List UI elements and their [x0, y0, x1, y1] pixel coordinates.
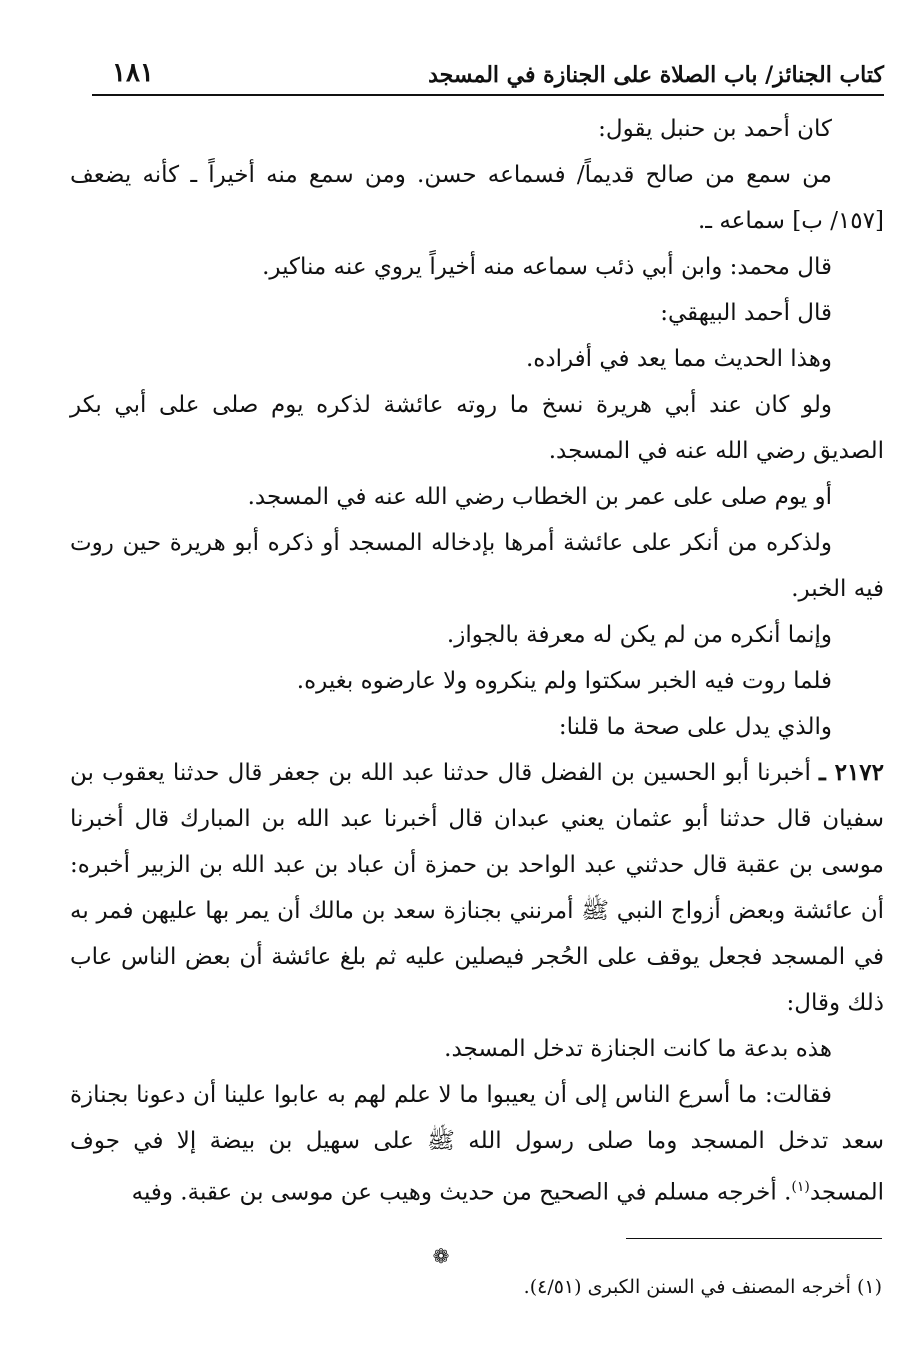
paragraph: والذي يدل على صحة ما قلنا:: [558, 714, 832, 740]
paragraph: فلما روت فيه الخبر سكتوا ولم ينكروه ولا عارضوه بغيره.: [296, 668, 832, 694]
page-header: [92, 38, 884, 96]
paragraph: ولو كان عند أبي هريرة نسخ ما روته عائشة لذكره يوم صلى على أبي بكر الصديق رضي الله عنه في المسجد.: [70, 392, 884, 464]
paragraph: كان أحمد بن حنبل يقول:: [598, 116, 832, 142]
footnote-marker: (١): [791, 1179, 810, 1195]
hadith-number: ٢١٧٢ ـ: [819, 759, 885, 786]
hadith-paragraph: [70, 750, 884, 1026]
hadith-text: أخبرنا أبو الحسين بن الفضل قال حدثنا عبد الله بن جعفر قال حدثنا يعقوب بن سفيان قال حدثنا أبو عثمان يعني عبدان قال أخبرنا عبد الله بن المبارك قال أخبرنا موسى بن عقبة قال حدثني عبد الواحد بن حمزة أن عباد بن عبد الله بن الزبير أخبره: أن عائشة وبعض أزواج النبي ﷺ أمرنني بجنازة سعد بن مالك أن يمر بها عليهن فمر به في المسجد فجعل يوقف على الحُجر فيصلين عليه ثم بلغ عائشة أن بعض الناس عاب ذلك وقال:: [70, 760, 884, 1016]
paragraph: قال محمد: وابن أبي ذئب سماعه منه أخيراً يروي عنه مناكير.: [262, 254, 832, 280]
paragraph-text: . أخرجه مسلم في الصحيح من حديث وهيب عن موسى بن عقبة. وفيه: [131, 1179, 792, 1206]
footnote: (١) أخرجه المصنف في السنن الكبرى (٤/٥١).: [523, 1276, 882, 1298]
running-title: كتاب الجنائز/ باب الصلاة على الجنازة في المسجد: [428, 62, 884, 88]
footnote-separator: [626, 1238, 882, 1239]
paragraph-text: من سمع من صالح قديماً/ فسماعه حسن. ومن سمع منه أخيراً ـ كأنه يضعف: [70, 162, 832, 188]
paragraph: ولذكره من أنكر على عائشة أمرها بإدخاله المسجد أو ذكره أبو هريرة حين روت فيه الخبر.: [70, 530, 884, 602]
paragraph: وهذا الحديث مما يعد في أفراده.: [526, 346, 832, 372]
paragraph: [70, 1072, 884, 1216]
paragraph: قال أحمد البيهقي:: [660, 300, 832, 326]
main-text: [70, 106, 884, 1216]
paragraph: هذه بدعة ما كانت الجنازة تدخل المسجد.: [444, 1036, 832, 1062]
paragraph: [70, 152, 884, 244]
paragraph: وإنما أنكره من لم يكن له معرفة بالجواز.: [446, 622, 832, 648]
page-number: ١٨١: [112, 58, 154, 88]
manuscript-folio-ref: [١٥٧/ ب]: [792, 208, 884, 234]
paragraph-text: سماعه ـ.: [697, 208, 785, 234]
paragraph: أو يوم صلى على عمر بن الخطاب رضي الله عنه في المسجد.: [247, 484, 832, 510]
paragraph-text: فقالت: ما أسرع الناس إلى أن يعيبوا ما لا علم لهم به عابوا علينا أن دعونا بجنازة سعد تدخل المسجد وما صلى رسول الله ﷺ على سهيل بن بيضة إلا في جوف المسجد: [70, 1082, 884, 1206]
ornament-icon: ❁: [432, 1244, 450, 1268]
footnotes: [70, 1272, 882, 1302]
